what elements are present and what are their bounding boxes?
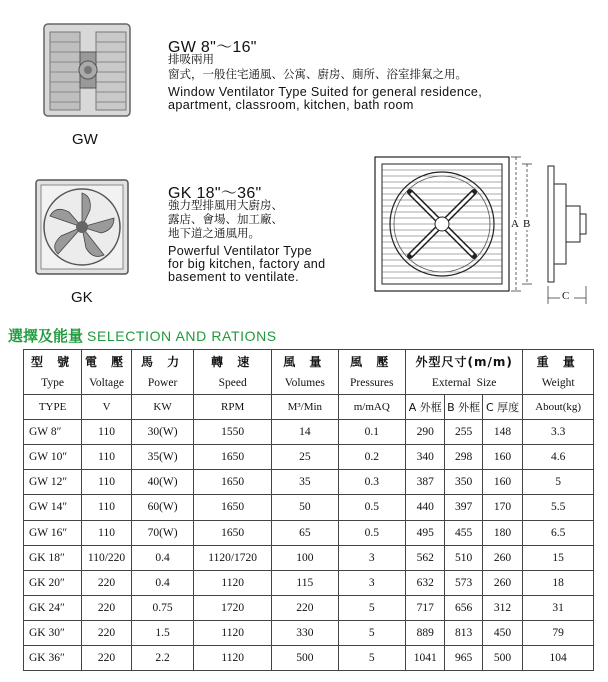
header-zh-voltage: 電 壓 <box>82 350 132 373</box>
table-row <box>24 445 594 470</box>
cell-speed: 1120 <box>194 570 272 595</box>
cell-power: 2.2 <box>131 645 193 670</box>
gk-label: GK <box>71 289 93 306</box>
table-row <box>24 495 594 520</box>
cell-b-frame: 350 <box>445 470 482 495</box>
cell-volume: 100 <box>272 545 338 570</box>
cell-volume: 14 <box>272 420 338 445</box>
cell-speed: 1650 <box>194 470 272 495</box>
cell-volume: 115 <box>272 570 338 595</box>
cell-a-frame: 562 <box>406 545 445 570</box>
unit-speed: RPM <box>194 395 272 420</box>
table-row <box>24 645 594 670</box>
cell-b-frame: 573 <box>445 570 482 595</box>
table-row <box>24 545 594 570</box>
header-row-zh <box>24 350 594 373</box>
header-row-en <box>24 372 594 395</box>
cell-c-thickness: 160 <box>482 445 523 470</box>
cell-model: GK 18″ <box>24 545 82 570</box>
cell-pressure: 0.3 <box>338 470 405 495</box>
cell-c-thickness: 260 <box>482 570 523 595</box>
table-row <box>24 595 594 620</box>
cell-power: 70(W) <box>131 520 193 545</box>
table-row <box>24 470 594 495</box>
cell-model: GK 24″ <box>24 595 82 620</box>
header-en-external-size: External Size <box>406 372 523 395</box>
cell-pressure: 0.5 <box>338 520 405 545</box>
cell-pressure: 5 <box>338 620 405 645</box>
cell-c-thickness: 180 <box>482 520 523 545</box>
cell-voltage: 220 <box>82 570 132 595</box>
header-zh-power: 馬 力 <box>131 350 193 373</box>
cell-volume: 500 <box>272 645 338 670</box>
cell-c-thickness: 312 <box>482 595 523 620</box>
unit-type: TYPE <box>24 395 82 420</box>
cell-volume: 35 <box>272 470 338 495</box>
cell-b-frame: 298 <box>445 445 482 470</box>
cell-model: GW 8″ <box>24 420 82 445</box>
cell-voltage: 110 <box>82 420 132 445</box>
dimension-diagram <box>372 154 592 312</box>
cell-power: 35(W) <box>131 445 193 470</box>
cell-speed: 1650 <box>194 495 272 520</box>
cell-speed: 1650 <box>194 445 272 470</box>
cell-model: GK 20″ <box>24 570 82 595</box>
cell-c-thickness: 500 <box>482 645 523 670</box>
cell-pressure: 5 <box>338 595 405 620</box>
cell-power: 30(W) <box>131 420 193 445</box>
cell-a-frame: 290 <box>406 420 445 445</box>
heading-zh: 選擇及能量 <box>8 327 84 345</box>
unit-power: KW <box>131 395 193 420</box>
gw-en-line2: apartment, classroom, kitchen, bath room <box>168 98 414 112</box>
cell-weight: 5 <box>523 470 594 495</box>
cell-model: GW 14″ <box>24 495 82 520</box>
cell-b-frame: 656 <box>445 595 482 620</box>
table-row <box>24 420 594 445</box>
header-en-pressure: Pressures <box>338 372 405 395</box>
cell-a-frame: 440 <box>406 495 445 520</box>
cell-a-frame: 387 <box>406 470 445 495</box>
cell-speed: 1120 <box>194 620 272 645</box>
cell-volume: 220 <box>272 595 338 620</box>
gk-en-line3: basement to ventilate. <box>168 270 299 284</box>
gw-ventilator-image <box>38 22 138 122</box>
cell-volume: 330 <box>272 620 338 645</box>
header-row-units <box>24 395 594 420</box>
cell-volume: 25 <box>272 445 338 470</box>
header-en-power: Power <box>131 372 193 395</box>
cell-voltage: 220 <box>82 645 132 670</box>
unit-c-thickness: C 厚度 <box>482 395 523 420</box>
cell-pressure: 5 <box>338 645 405 670</box>
cell-speed: 1720 <box>194 595 272 620</box>
cell-voltage: 110 <box>82 520 132 545</box>
gw-label: GW <box>72 131 98 148</box>
table-row <box>24 620 594 645</box>
cell-voltage: 110 <box>82 495 132 520</box>
header-en-volume: Volumes <box>272 372 338 395</box>
heading-en: SELECTION AND RATIONS <box>87 328 277 344</box>
cell-model: GW 16″ <box>24 520 82 545</box>
header-en-type: Type <box>24 372 82 395</box>
dimension-label-a: A <box>511 218 519 230</box>
cell-speed: 1120/1720 <box>194 545 272 570</box>
cell-b-frame: 813 <box>445 620 482 645</box>
header-en-speed: Speed <box>194 372 272 395</box>
cell-speed: 1650 <box>194 520 272 545</box>
cell-speed: 1550 <box>194 420 272 445</box>
cell-a-frame: 632 <box>406 570 445 595</box>
unit-pressure: m/mAQ <box>338 395 405 420</box>
cell-model: GK 30″ <box>24 620 82 645</box>
cell-b-frame: 510 <box>445 545 482 570</box>
gk-en-line1: Powerful Ventilator Type <box>168 244 312 258</box>
cell-power: 40(W) <box>131 470 193 495</box>
cell-volume: 50 <box>272 495 338 520</box>
cell-voltage: 110 <box>82 470 132 495</box>
gk-zh-line2: 露店、會場、加工廠、 <box>168 212 283 226</box>
cell-speed: 1120 <box>194 645 272 670</box>
cell-model: GK 36″ <box>24 645 82 670</box>
cell-pressure: 0.2 <box>338 445 405 470</box>
cell-weight: 31 <box>523 595 594 620</box>
cell-a-frame: 340 <box>406 445 445 470</box>
cell-power: 60(W) <box>131 495 193 520</box>
cell-voltage: 220 <box>82 595 132 620</box>
header-zh-weight: 重 量 <box>523 350 594 373</box>
gk-ventilator-image <box>34 178 130 278</box>
cell-power: 1.5 <box>131 620 193 645</box>
cell-weight: 104 <box>523 645 594 670</box>
unit-b-frame: B 外框 <box>445 395 482 420</box>
cell-b-frame: 965 <box>445 645 482 670</box>
cell-voltage: 110 <box>82 445 132 470</box>
spec-rows <box>24 420 594 671</box>
cell-voltage: 220 <box>82 620 132 645</box>
gw-zh-line1: 排吸兩用 <box>168 52 214 66</box>
cell-b-frame: 255 <box>445 420 482 445</box>
cell-weight: 15 <box>523 545 594 570</box>
cell-a-frame: 717 <box>406 595 445 620</box>
cell-c-thickness: 148 <box>482 420 523 445</box>
cell-b-frame: 397 <box>445 495 482 520</box>
cell-a-frame: 889 <box>406 620 445 645</box>
gk-title: GK 18"～36" <box>168 185 262 202</box>
gk-zh-line1: 強力型排風用大廚房、 <box>168 198 283 212</box>
cell-weight: 3.3 <box>523 420 594 445</box>
header-zh-external-size: 外型尺寸(m/m) <box>406 350 523 373</box>
gw-zh-line2: 窗式，一般住宅通風、公寓、廚房、廁所、浴室排氣之用。 <box>168 67 467 81</box>
cell-power: 0.75 <box>131 595 193 620</box>
cell-power: 0.4 <box>131 570 193 595</box>
cell-weight: 4.6 <box>523 445 594 470</box>
cell-b-frame: 455 <box>445 520 482 545</box>
header-zh-speed: 轉 速 <box>194 350 272 373</box>
cell-c-thickness: 170 <box>482 495 523 520</box>
cell-model: GW 12″ <box>24 470 82 495</box>
gw-title: GW 8"～16" <box>168 39 257 56</box>
cell-pressure: 0.1 <box>338 420 405 445</box>
cell-volume: 65 <box>272 520 338 545</box>
cell-c-thickness: 450 <box>482 620 523 645</box>
cell-model: GW 10″ <box>24 445 82 470</box>
section-heading <box>8 325 277 345</box>
cell-power: 0.4 <box>131 545 193 570</box>
cell-weight: 5.5 <box>523 495 594 520</box>
header-en-weight: Weight <box>523 372 594 395</box>
table-row <box>24 570 594 595</box>
header-zh-pressure: 風 壓 <box>338 350 405 373</box>
cell-weight: 79 <box>523 620 594 645</box>
cell-a-frame: 1041 <box>406 645 445 670</box>
cell-weight: 18 <box>523 570 594 595</box>
cell-pressure: 3 <box>338 570 405 595</box>
unit-volume: M³/Min <box>272 395 338 420</box>
header-zh-type: 型 號 <box>24 350 82 373</box>
cell-c-thickness: 160 <box>482 470 523 495</box>
header-en-voltage: Voltage <box>82 372 132 395</box>
spec-table <box>23 349 594 671</box>
unit-voltage: V <box>82 395 132 420</box>
cell-a-frame: 495 <box>406 520 445 545</box>
dimension-label-c: C <box>562 290 570 302</box>
dimension-label-b: B <box>523 218 531 230</box>
cell-weight: 6.5 <box>523 520 594 545</box>
gw-en-line1: Window Ventilator Type Suited for general residence, <box>168 85 483 99</box>
cell-pressure: 3 <box>338 545 405 570</box>
unit-weight: About(kg) <box>523 395 594 420</box>
header-zh-volume: 風 量 <box>272 350 338 373</box>
cell-voltage: 110/220 <box>82 545 132 570</box>
cell-pressure: 0.5 <box>338 495 405 520</box>
gk-en-line2: for big kitchen, factory and <box>168 257 326 271</box>
table-row <box>24 520 594 545</box>
gk-zh-line3: 地下道之通風用。 <box>168 226 260 240</box>
unit-a-frame: A 外框 <box>406 395 445 420</box>
cell-c-thickness: 260 <box>482 545 523 570</box>
